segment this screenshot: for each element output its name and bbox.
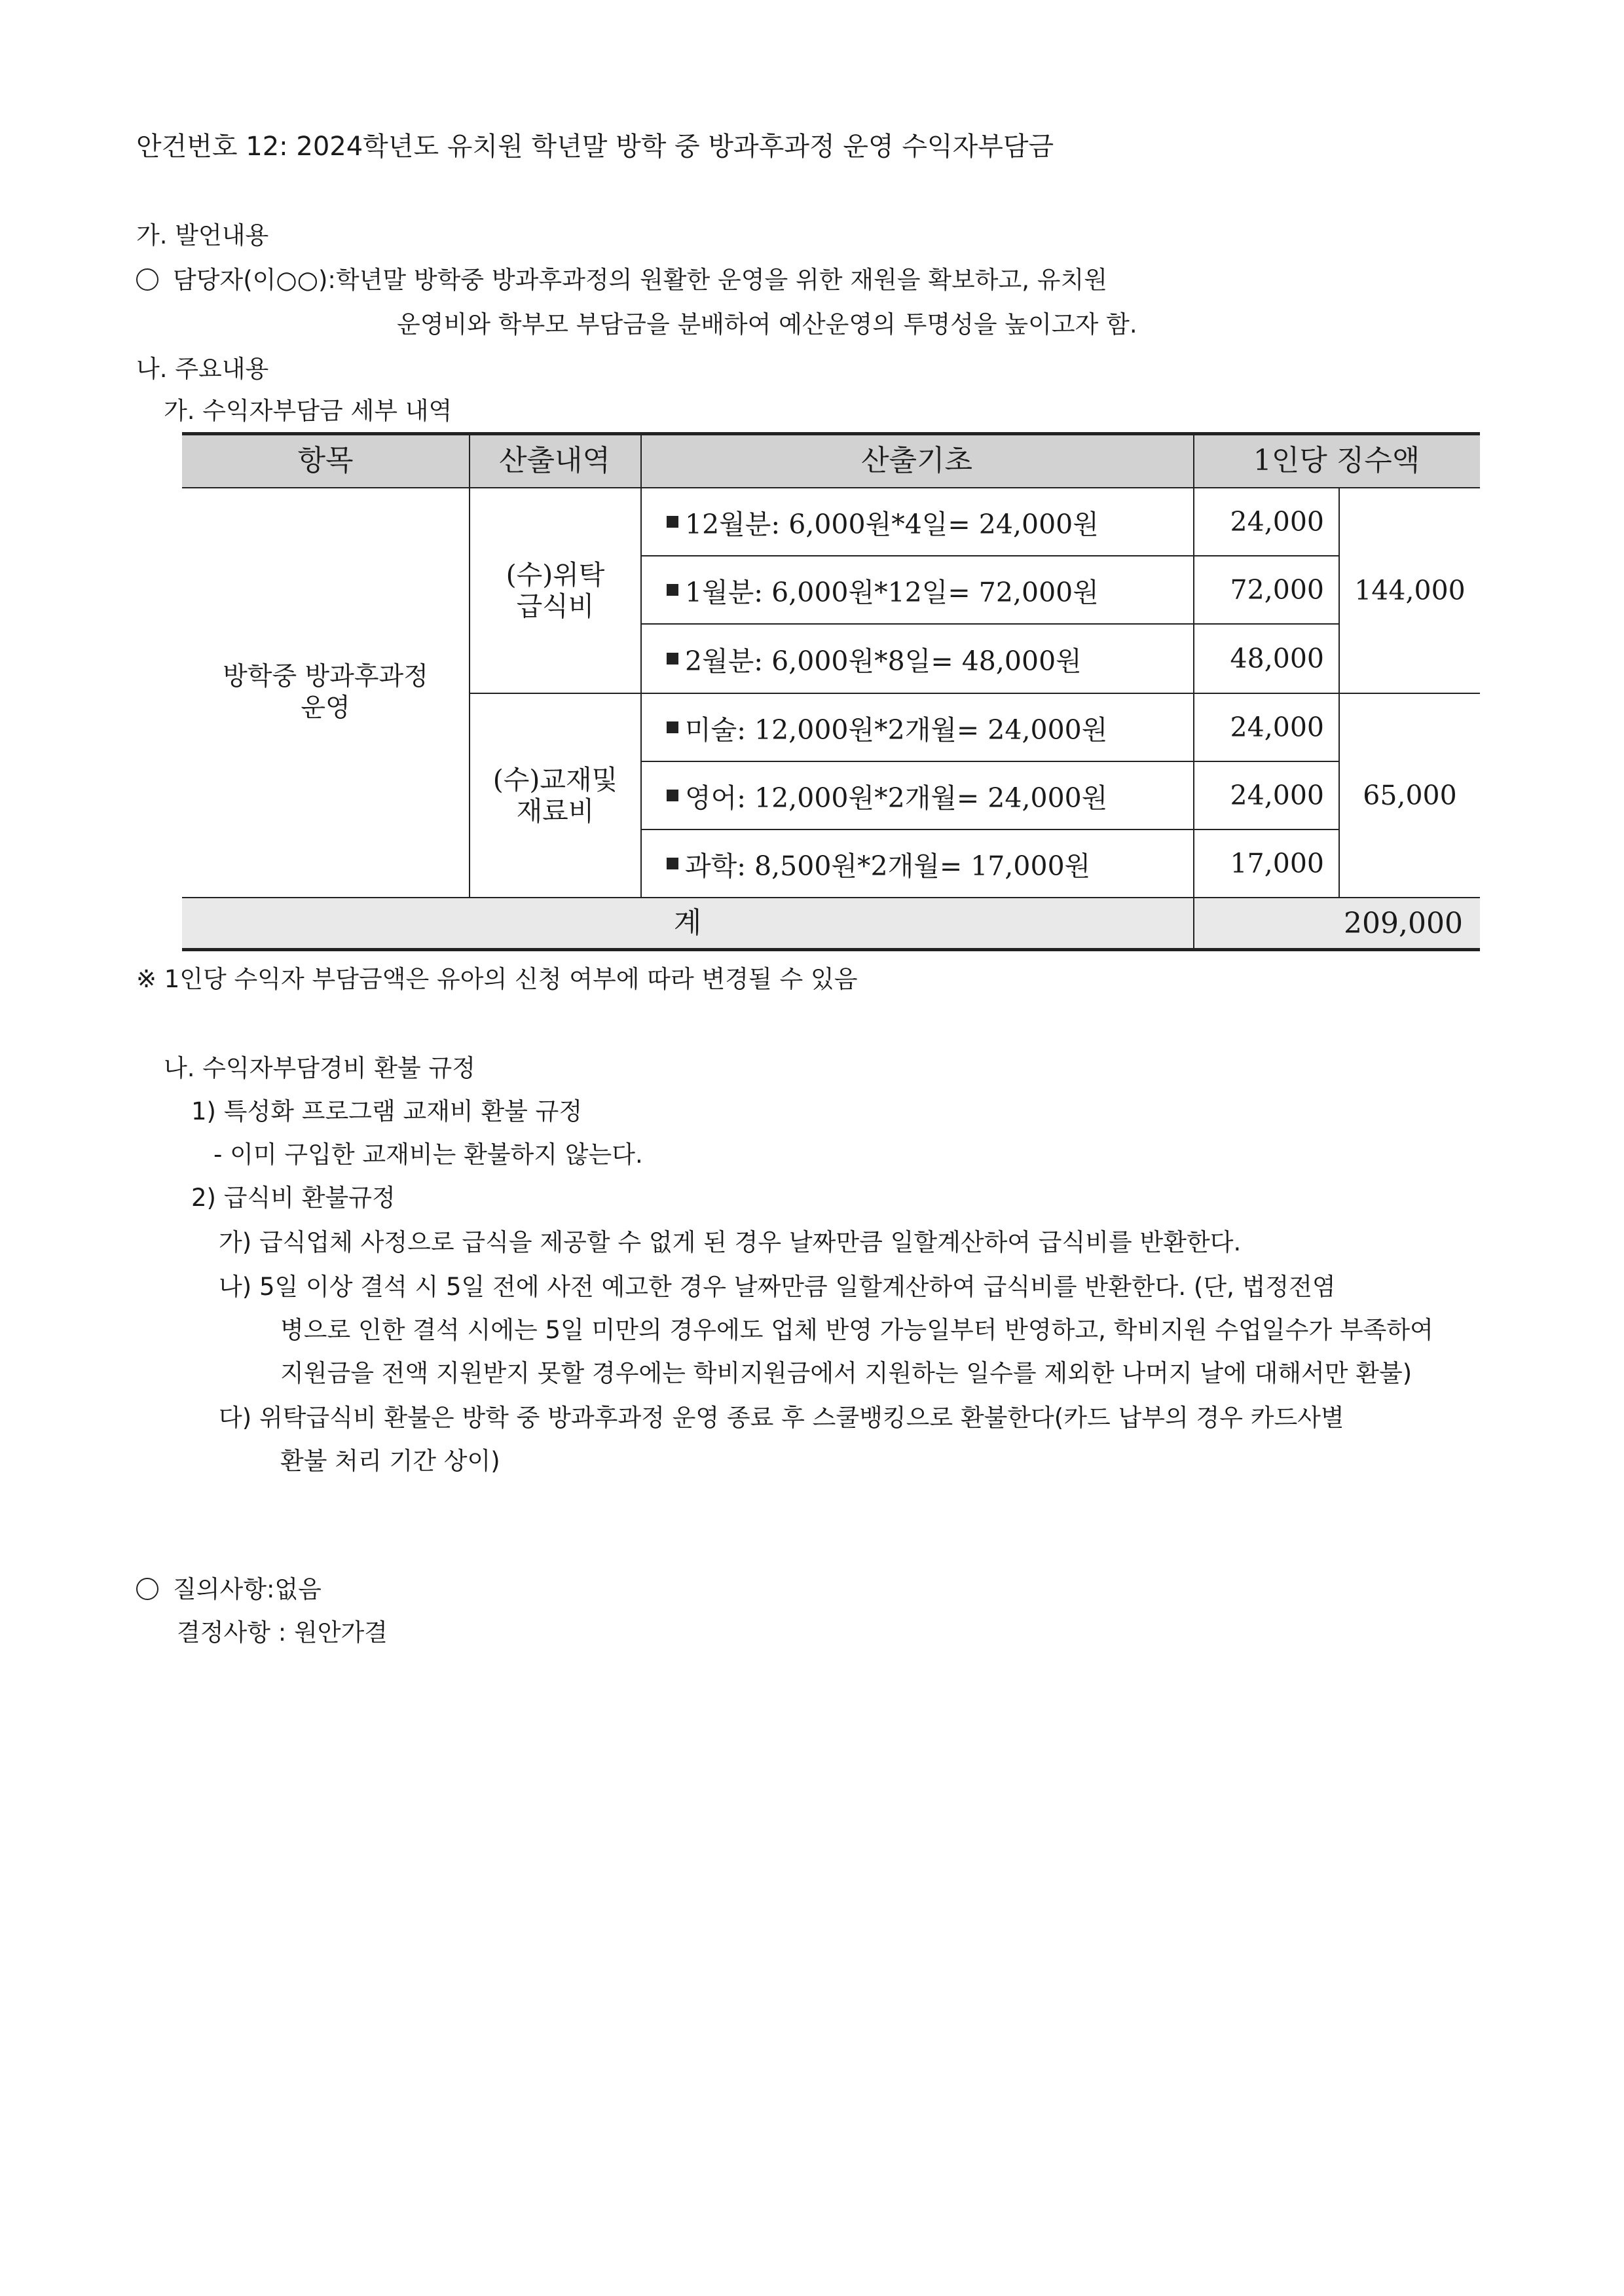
header-calc-detail: 산출내역 (498, 444, 610, 477)
note-text: ※ 1인당 수익자 부담금액은 유아의 신청 여부에 따라 변경될 수 있음 (136, 965, 858, 993)
amount-cell: 24,000 (1230, 780, 1324, 811)
decision-line: 결정사항 : 원안가결 (177, 1618, 388, 1647)
refund-rule-2-title: 2) 급식비 환불규정 (191, 1184, 396, 1212)
basis-row: 영어: 12,000원*2개월= 24,000원 (667, 762, 1190, 829)
header-item: 항목 (297, 444, 354, 477)
amount-cell: 48,000 (1230, 643, 1324, 674)
subsection-detail-heading: 가. 수익자부담금 세부 내역 (164, 397, 452, 425)
basis-row: 1월분: 6,000원*12일= 72,000원 (667, 556, 1190, 623)
amount-cell: 17,000 (1230, 848, 1324, 879)
refund-rule-1-title: 1) 특성화 프로그램 교재비 환불 규정 (191, 1097, 583, 1125)
header-per-person: 1인당 징수액 (1253, 444, 1420, 477)
statement-line-2: 운영비와 학부모 부담금을 분배하여 예산운영의 투명성을 높이고자 함. (397, 310, 1137, 338)
total-amount: 209,000 (1344, 906, 1463, 940)
square-bullet-icon (667, 790, 678, 801)
square-bullet-icon (667, 516, 678, 528)
basis-row: 2월분: 6,000원*8일= 48,000원 (667, 625, 1190, 693)
refund-rule-2-b-line1: 나) 5일 이상 결석 시 5일 전에 사전 예고한 경우 날짜만큼 일할계산하여 급식비를 반환한다. (단, 법정전염 (219, 1273, 1336, 1301)
fee-table (182, 432, 1480, 951)
circle-bullet-icon (136, 1578, 158, 1600)
square-bullet-icon (667, 653, 678, 665)
group-name-materials: (수)교재및 재료비 (492, 764, 618, 827)
item-cell: 방학중 방과후과정 운영 (223, 662, 428, 723)
header-calc-basis: 산출기초 (860, 444, 972, 477)
amount-cell: 24,000 (1230, 506, 1324, 538)
amount-cell: 24,000 (1230, 712, 1324, 743)
square-bullet-icon (667, 858, 678, 869)
basis-row: 미술: 12,000원*2개월= 24,000원 (667, 694, 1190, 761)
subtotal-materials: 65,000 (1363, 780, 1457, 811)
subtotal-meal: 144,000 (1354, 575, 1466, 606)
circle-bullet-icon (136, 268, 158, 291)
section-heading-statement: 가. 발언내용 (136, 221, 269, 249)
refund-rule-2-c-line2: 환불 처리 기간 상이) (280, 1447, 500, 1475)
refund-rule-2-b-line3: 지원금을 전액 지원받지 못할 경우에는 학비지원금에서 지원하는 일수를 제외한 나머지 날에 대해서만 환불) (280, 1359, 1412, 1387)
total-label: 계 (673, 906, 702, 939)
question-line: 질의사항:없음 (136, 1574, 322, 1605)
basis-row: 과학: 8,500원*2개월= 17,000원 (667, 830, 1190, 897)
refund-rule-2-c-line1: 다) 위탁급식비 환불은 방학 중 방과후과정 운영 종료 후 스쿨뱅킹으로 환불한다(카드 납부의 경우 카드사별 (219, 1404, 1344, 1432)
square-bullet-icon (667, 721, 678, 733)
refund-rule-2-b-line2: 병으로 인한 결석 시에는 5일 미만의 경우에도 업체 반영 가능일부터 반영하고, 학비지원 수업일수가 부족하여 (280, 1316, 1433, 1344)
group-name-meal: (수)위탁 급식비 (506, 559, 605, 622)
refund-heading: 나. 수익자부담경비 환불 규정 (164, 1054, 475, 1082)
amount-cell: 72,000 (1230, 574, 1324, 606)
refund-rule-1-body: - 이미 구입한 교재비는 환불하지 않는다. (213, 1140, 643, 1169)
basis-row: 12월분: 6,000원*4일= 24,000원 (667, 488, 1190, 555)
section-heading-main: 나. 주요내용 (136, 355, 269, 383)
agenda-title: 안건번호 12: 2024학년도 유치원 학년말 방학 중 방과후과정 운영 수익자부담금 (136, 132, 1054, 162)
statement-line-1: 담당자(이○○):학년말 방학중 방과후과정의 원활한 운영을 위한 재원을 확보하고, 유치원 (136, 264, 1107, 296)
square-bullet-icon (667, 584, 678, 596)
refund-rule-2-a: 가) 급식업체 사정으로 급식을 제공할 수 없게 된 경우 날짜만큼 일할계산하여 급식비를 반환한다. (219, 1228, 1242, 1256)
